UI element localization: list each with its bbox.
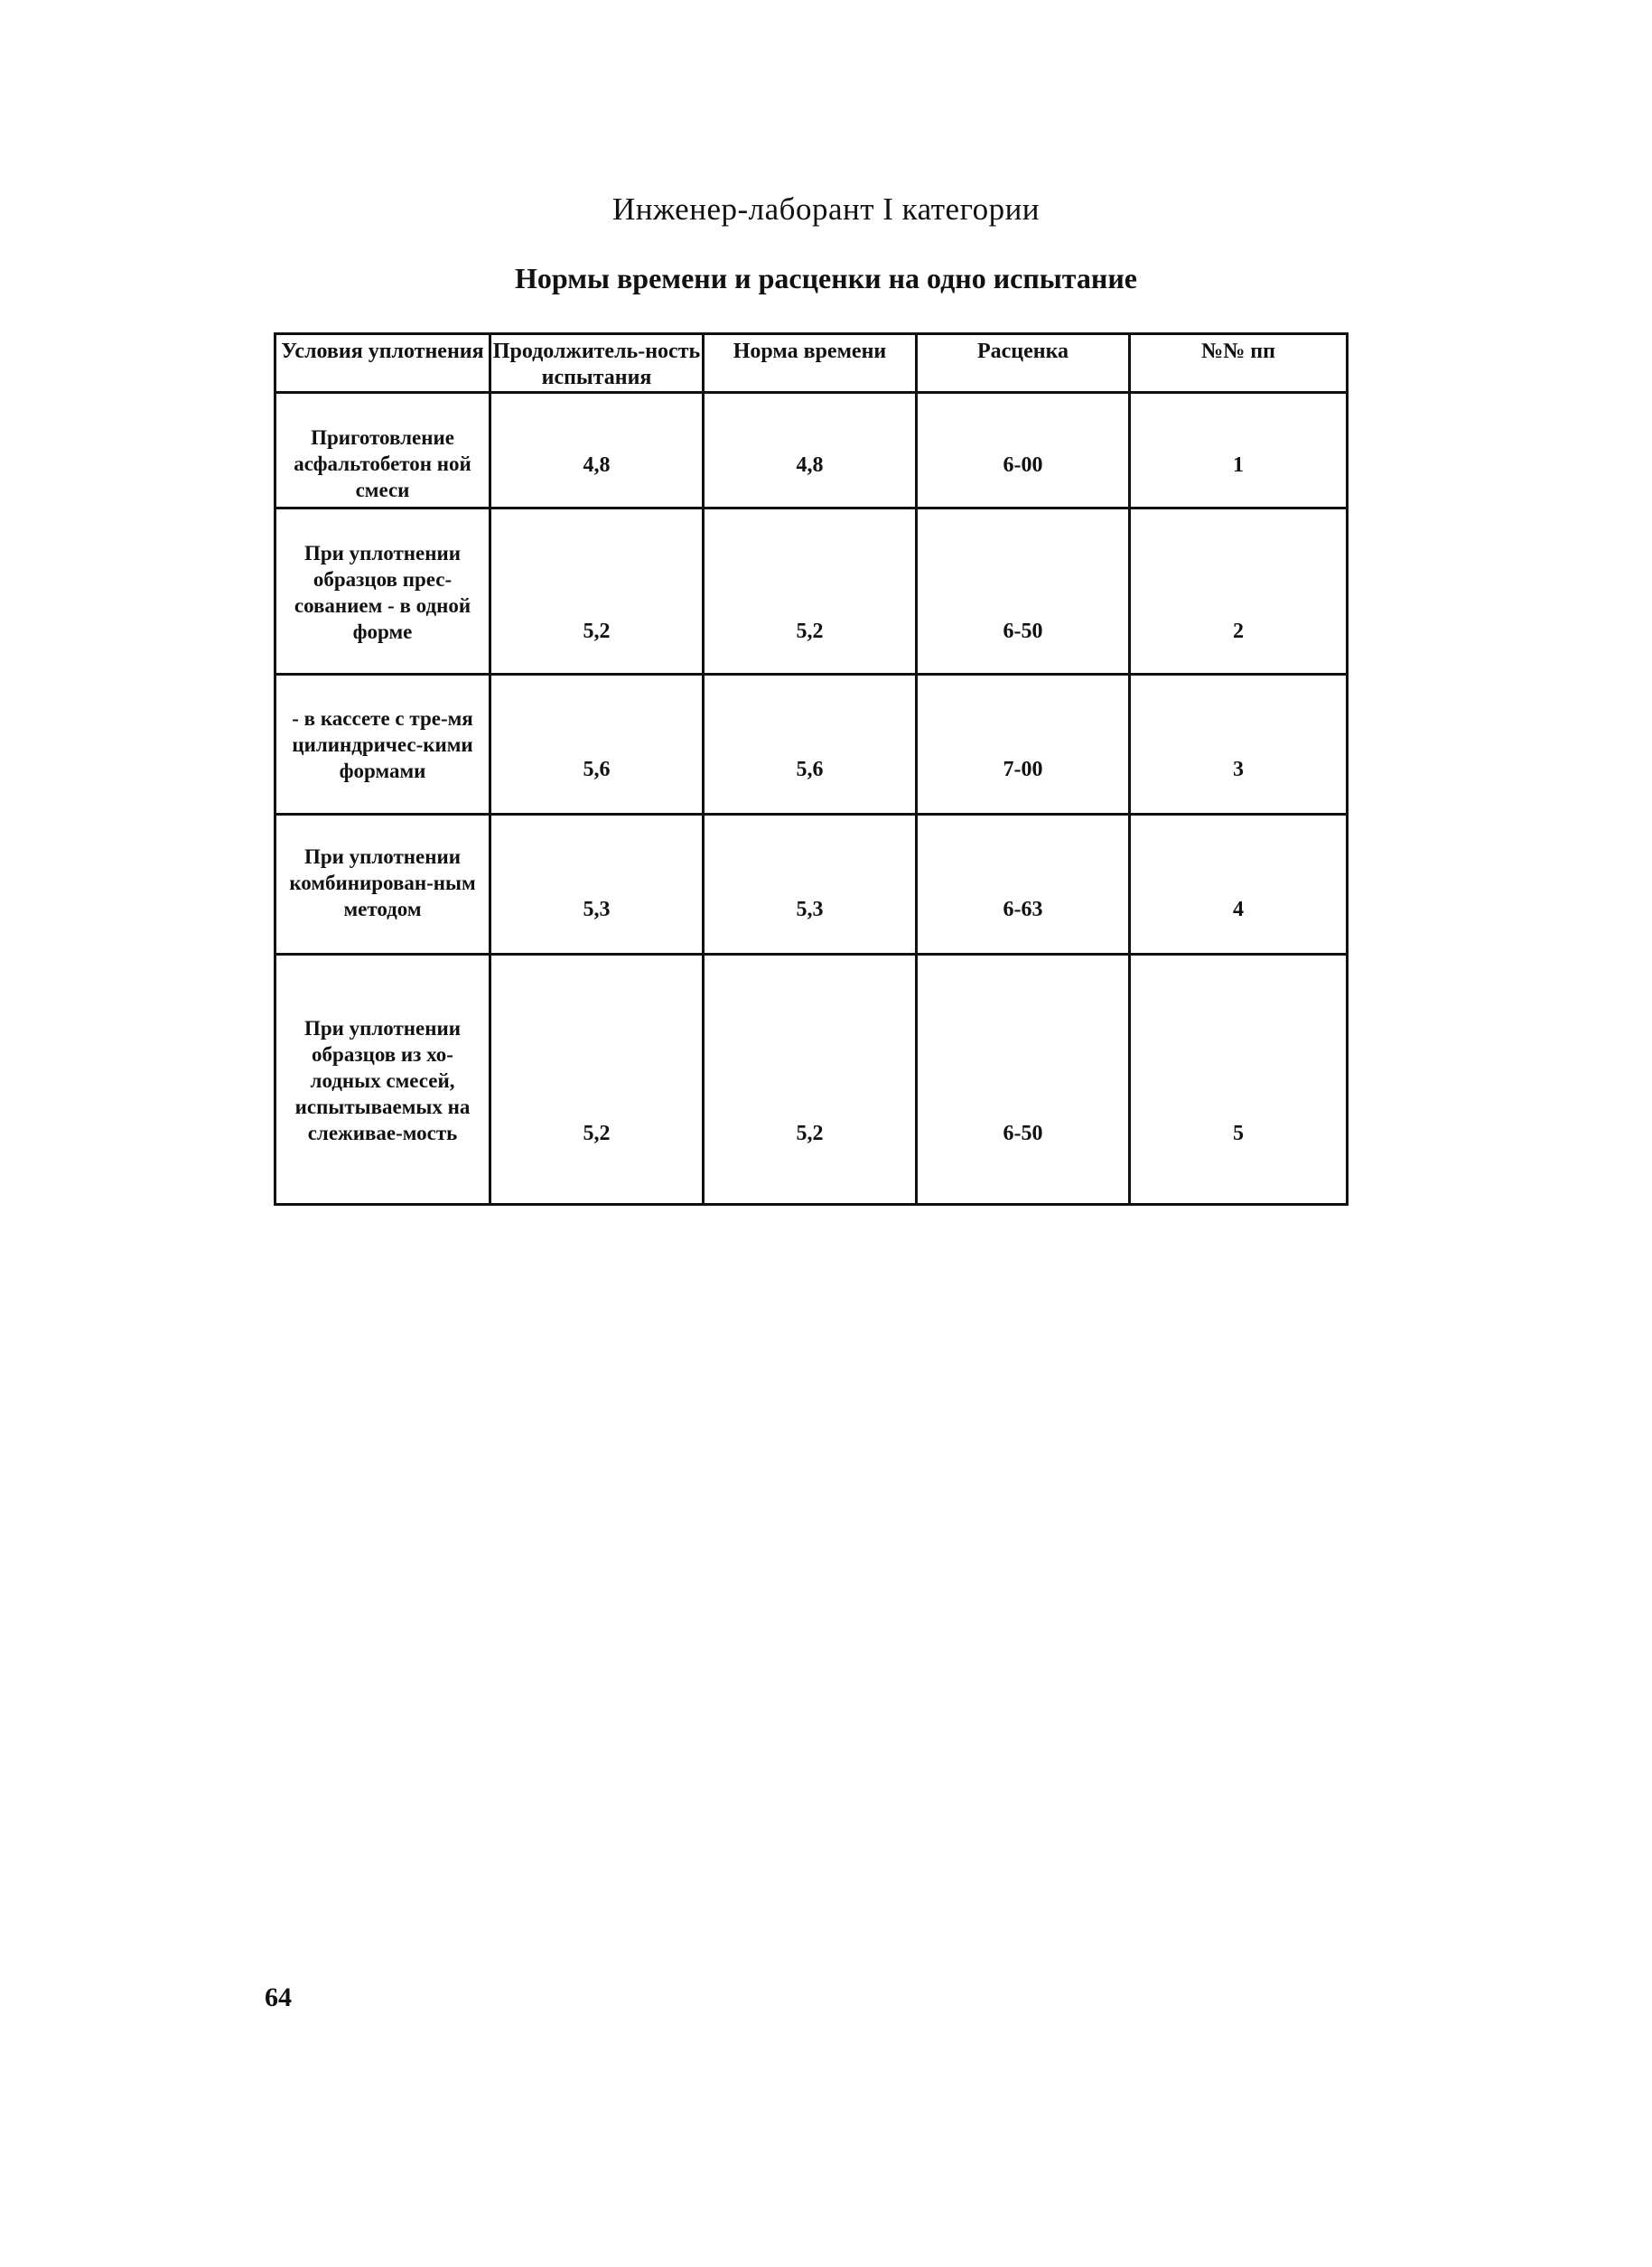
header-norm: Норма времени xyxy=(704,334,917,393)
cell-duration xyxy=(490,508,704,675)
cell-condition xyxy=(275,815,490,955)
norms-table xyxy=(274,332,1349,1206)
norm-value: 5,2 xyxy=(796,620,824,643)
cell-condition xyxy=(275,675,490,815)
header-condition: Условия уплотнения xyxy=(275,334,490,393)
norm-value: 4,8 xyxy=(796,453,824,477)
cell-duration xyxy=(490,675,704,815)
condition-text: При уплотнении комбинирован-ным методом xyxy=(289,845,476,920)
header-duration: Продолжитель-ность испытания xyxy=(490,334,704,393)
table-row xyxy=(275,393,1348,508)
condition-text: При уплотнении образцов из хо-лодных смесей, испытываемых на слеживае-мость xyxy=(294,1017,471,1144)
cell-number xyxy=(1130,955,1348,1205)
duration-value: 5,6 xyxy=(583,758,611,781)
table-row xyxy=(275,508,1348,675)
table-header-row xyxy=(275,334,1348,393)
norm-value: 5,2 xyxy=(796,1122,824,1145)
table-row xyxy=(275,815,1348,955)
condition-text: При уплотнении образцов прес-сованием - в одной форме xyxy=(294,542,471,643)
table-row xyxy=(275,675,1348,815)
cell-number xyxy=(1130,393,1348,508)
cell-price xyxy=(917,393,1130,508)
cell-norm xyxy=(704,393,917,508)
header-price: Расценка xyxy=(917,334,1130,393)
duration-value: 5,3 xyxy=(583,898,611,921)
cell-duration xyxy=(490,815,704,955)
table-row xyxy=(275,955,1348,1205)
condition-text: - в кассете с тре-мя цилиндричес-кими формами xyxy=(292,707,473,782)
cell-condition xyxy=(275,955,490,1205)
duration-value: 5,2 xyxy=(583,620,611,643)
price-value: 6-50 xyxy=(1003,1122,1043,1145)
row-number: 1 xyxy=(1233,453,1244,477)
cell-duration xyxy=(490,955,704,1205)
cell-condition xyxy=(275,508,490,675)
cell-price xyxy=(917,508,1130,675)
row-number: 3 xyxy=(1233,758,1244,781)
duration-value: 4,8 xyxy=(583,453,611,477)
cell-duration xyxy=(490,393,704,508)
cell-price xyxy=(917,815,1130,955)
duration-value: 5,2 xyxy=(583,1122,611,1145)
price-value: 6-00 xyxy=(1003,453,1043,477)
cell-norm xyxy=(704,675,917,815)
price-value: 6-50 xyxy=(1003,620,1043,643)
document-title: Инженер-лаборант I категории xyxy=(611,191,1041,227)
page-number: 64 xyxy=(265,1982,292,2012)
cell-price xyxy=(917,955,1130,1205)
cell-number xyxy=(1130,675,1348,815)
cell-condition xyxy=(275,393,490,508)
cell-norm xyxy=(704,955,917,1205)
price-value: 6-63 xyxy=(1003,898,1043,921)
condition-text: Приготовление асфальтобетон ной смеси xyxy=(294,426,471,501)
row-number: 5 xyxy=(1233,1122,1244,1145)
row-number: 2 xyxy=(1233,620,1244,643)
price-value: 7-00 xyxy=(1003,758,1043,781)
cell-norm xyxy=(704,508,917,675)
header-number: №№ пп xyxy=(1130,334,1348,393)
norm-value: 5,3 xyxy=(796,898,824,921)
cell-number xyxy=(1130,815,1348,955)
cell-price xyxy=(917,675,1130,815)
norm-value: 5,6 xyxy=(796,758,824,781)
cell-number xyxy=(1130,508,1348,675)
cell-norm xyxy=(704,815,917,955)
document-subtitle: Нормы времени и расценки на одно испытание xyxy=(515,262,1137,294)
row-number: 4 xyxy=(1233,898,1244,921)
